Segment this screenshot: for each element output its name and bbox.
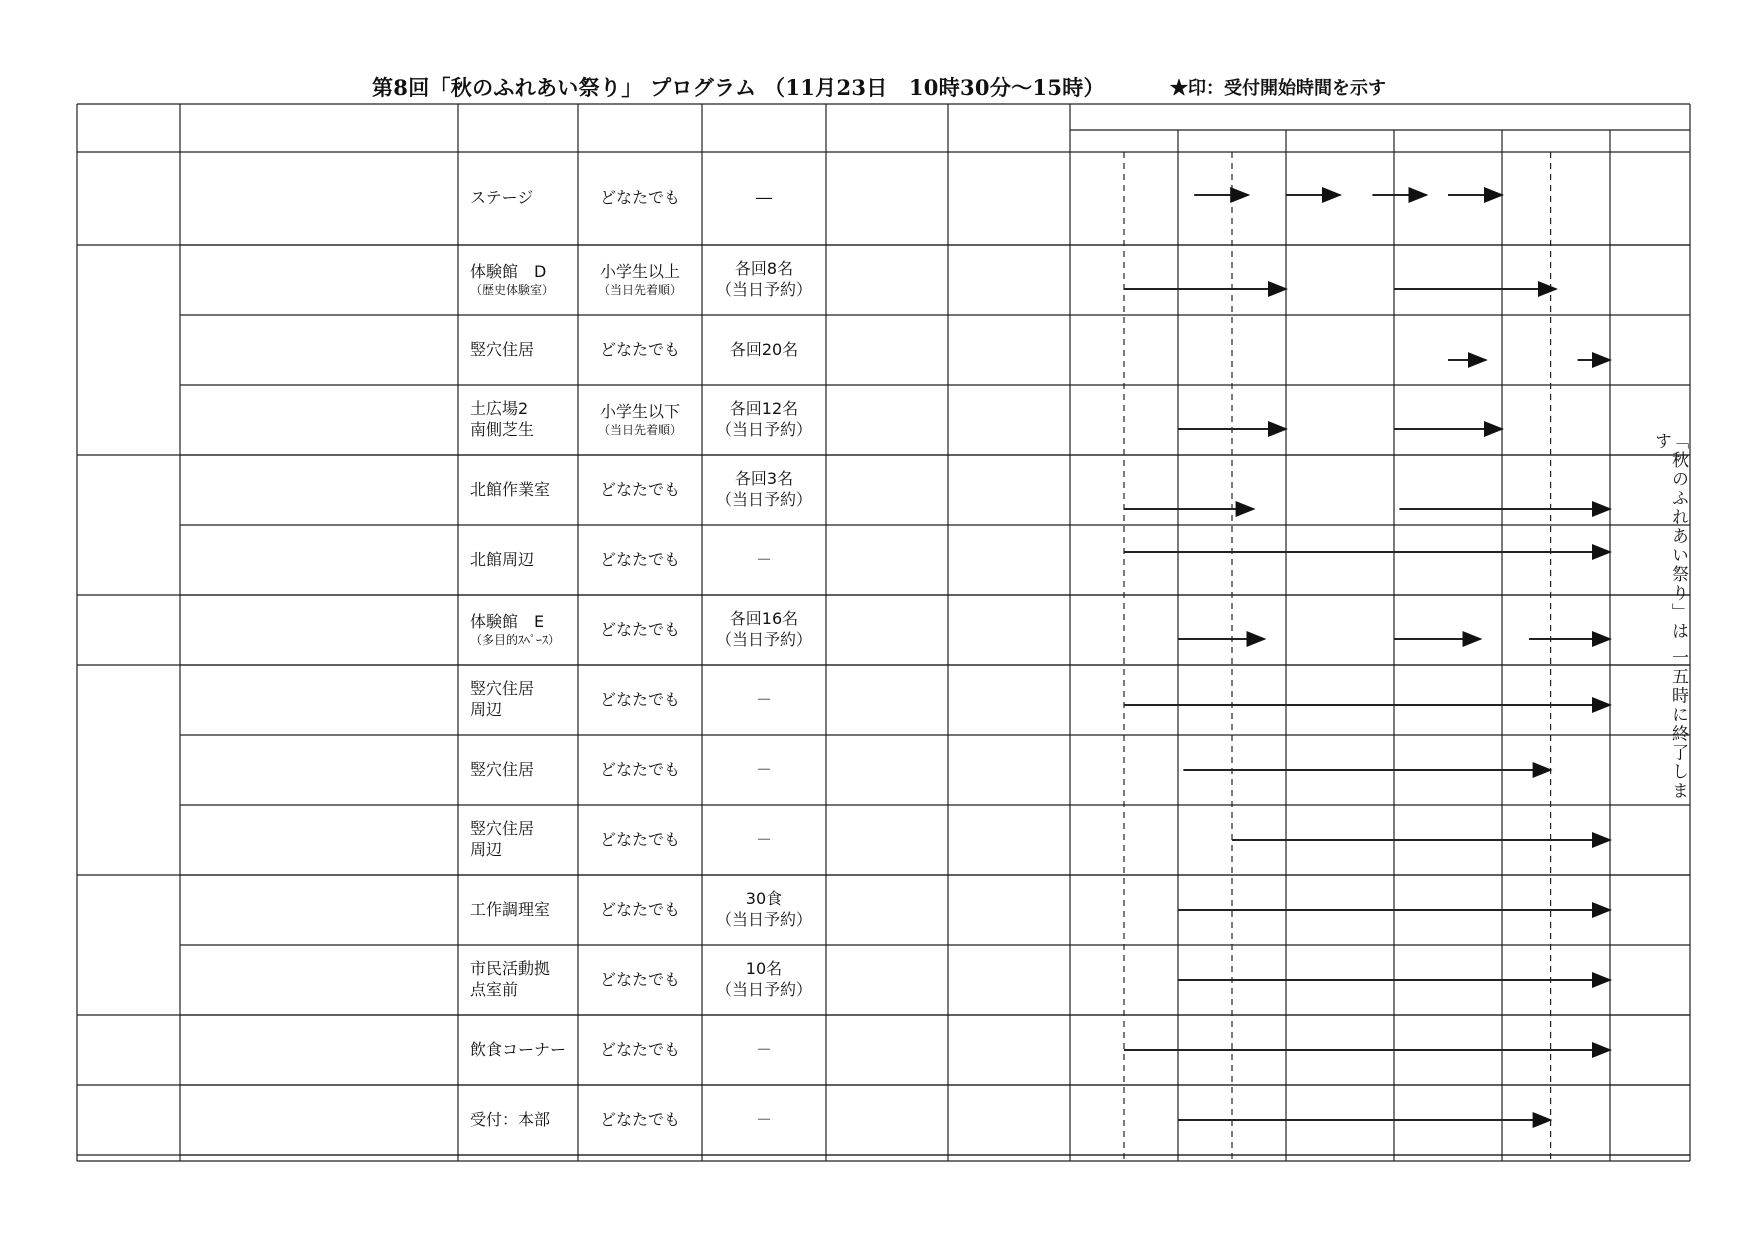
activity-cell: [180, 735, 458, 805]
target-cell: [578, 525, 702, 595]
header-duration: [826, 104, 948, 152]
capacity-text: [730, 340, 798, 361]
target-text: [600, 690, 680, 711]
duration-cell: [826, 665, 948, 735]
capacity-main: －: [755, 829, 772, 849]
group-name: [77, 665, 180, 875]
activity-cell: [180, 385, 458, 455]
fee-cell: [948, 595, 1070, 665]
target-cell: [578, 385, 702, 455]
place-text: [470, 1110, 550, 1131]
closing-time-side-note: 「秋のふれあい祭り」は 一五時に終了します: [1651, 432, 1688, 801]
target-text: [598, 402, 682, 438]
place-cell: [458, 665, 578, 735]
place-main: 工作調理室: [470, 899, 551, 919]
duration-cell: [826, 152, 948, 245]
target-text: [600, 970, 680, 991]
capacity-main: －: [755, 1109, 772, 1129]
place-main: 受付：本部: [470, 1109, 551, 1129]
capacity-text: [756, 1040, 772, 1061]
capacity-cell: [702, 152, 826, 245]
target-text: [600, 1040, 680, 1061]
capacity-text: [756, 830, 772, 851]
page-title: 第8回「秋のふれあい祭り」 プログラム （11月23日 10時30分～15時）: [372, 75, 1105, 100]
place-text: [470, 1040, 566, 1061]
star-legend-note: ★印：受付開始時間を示す: [1170, 78, 1386, 99]
capacity-text: [756, 760, 772, 781]
header-activity: [180, 104, 458, 152]
target-cell: [578, 945, 702, 1015]
fee-cell: [948, 1085, 1070, 1155]
header-target: [578, 104, 702, 152]
fee-cell: [948, 875, 1070, 945]
capacity-sub: （当日予約）: [715, 490, 812, 509]
target-cell: [578, 595, 702, 665]
target-text: [598, 262, 682, 298]
activity-cell: [180, 1085, 458, 1155]
target-main: どなたでも: [599, 339, 680, 359]
target-text: [600, 340, 680, 361]
capacity-cell: [702, 805, 826, 875]
duration-cell: [826, 875, 948, 945]
place-cell: [458, 875, 578, 945]
place-main: ステージ: [470, 188, 534, 208]
capacity-cell: [702, 1085, 826, 1155]
target-cell: [578, 1015, 702, 1085]
place-text: [470, 480, 550, 501]
activity-cell: [180, 945, 458, 1015]
duration-cell: [826, 385, 948, 455]
capacity-main: 各回8名: [734, 259, 794, 279]
duration-cell: [826, 945, 948, 1015]
target-main: どなたでも: [599, 1039, 680, 1059]
target-cell: [578, 455, 702, 525]
duration-cell: [826, 315, 948, 385]
place-text: [470, 760, 534, 781]
capacity-cell: [702, 455, 826, 525]
target-text: [600, 900, 680, 921]
header-place: [458, 104, 578, 152]
capacity-text: [756, 690, 772, 711]
place-text: [470, 679, 534, 721]
capacity-cell: [702, 1015, 826, 1085]
fee-cell: [948, 665, 1070, 735]
duration-cell: [826, 245, 948, 315]
place-cell: [458, 315, 578, 385]
duration-cell: [826, 1015, 948, 1085]
target-main: どなたでも: [599, 479, 680, 499]
place-text: [470, 550, 534, 571]
duration-cell: [826, 1085, 948, 1155]
place-main: 竪穴住居: [470, 339, 535, 359]
capacity-main: 各回16名: [729, 609, 799, 629]
place-main: 体験館 D: [470, 261, 547, 281]
capacity-cell: [702, 525, 826, 595]
capacity-main: －: [755, 1039, 772, 1059]
place-main: 北館周辺: [470, 549, 535, 569]
place-cell: [458, 455, 578, 525]
target-text: [600, 620, 680, 641]
target-cell: [578, 1085, 702, 1155]
fee-cell: [948, 455, 1070, 525]
place-cell: [458, 525, 578, 595]
target-text: [600, 1110, 680, 1131]
duration-cell: [826, 805, 948, 875]
target-cell: [578, 245, 702, 315]
header-capacity: [702, 104, 826, 152]
fee-cell: [948, 525, 1070, 595]
activity-cell: [180, 805, 458, 875]
target-cell: [578, 315, 702, 385]
fee-cell: [948, 1015, 1070, 1085]
place-text: [470, 262, 554, 298]
place-main: 市民活動拠 点室前: [470, 959, 551, 999]
target-main: どなたでも: [599, 829, 680, 849]
capacity-sub: （当日予約）: [715, 630, 812, 649]
fee-cell: [948, 315, 1070, 385]
capacity-cell: [702, 315, 826, 385]
place-main: 飲食コーナー: [470, 1039, 567, 1059]
target-main: どなたでも: [599, 969, 680, 989]
capacity-sub: （当日予約）: [715, 280, 812, 299]
place-cell: [458, 245, 578, 315]
capacity-main: 各回3名: [734, 469, 794, 489]
target-main: どなたでも: [599, 689, 680, 709]
capacity-text: [716, 889, 812, 931]
group-name: [77, 245, 180, 455]
place-text: [470, 819, 534, 861]
hour-label: [1610, 130, 1690, 152]
target-text: [600, 550, 680, 571]
place-cell: [458, 735, 578, 805]
place-cell: [458, 152, 578, 245]
capacity-cell: [702, 245, 826, 315]
target-cell: [578, 805, 702, 875]
header-schedule: [1070, 104, 1690, 130]
place-cell: [458, 385, 578, 455]
place-text: [470, 399, 534, 441]
header-group: [77, 104, 180, 152]
capacity-text: [756, 550, 772, 571]
capacity-cell: [702, 665, 826, 735]
capacity-main: －: [755, 759, 772, 779]
capacity-sub: （当日予約）: [715, 420, 812, 439]
target-main: 小学生以上: [599, 261, 680, 281]
capacity-cell: [702, 735, 826, 805]
activity-cell: [180, 875, 458, 945]
place-text: [470, 900, 550, 921]
target-main: どなたでも: [599, 188, 680, 208]
activity-cell: [180, 665, 458, 735]
fee-cell: [948, 945, 1070, 1015]
capacity-cell: [702, 385, 826, 455]
group-name: [77, 152, 180, 245]
capacity-text: [716, 469, 812, 511]
capacity-cell: [702, 595, 826, 665]
capacity-text: [756, 188, 772, 209]
place-sub: （多目的ｽﾍﾟｰｽ）: [470, 632, 561, 647]
activity-cell: [180, 152, 458, 245]
group-name: [77, 1015, 180, 1085]
capacity-cell: [702, 875, 826, 945]
target-main: どなたでも: [599, 1109, 680, 1129]
target-text: [600, 480, 680, 501]
capacity-main: ―: [756, 188, 772, 208]
hour-label: [1286, 130, 1394, 152]
target-main: どなたでも: [599, 549, 680, 569]
capacity-main: 各回12名: [729, 399, 799, 419]
capacity-sub: （当日予約）: [715, 980, 812, 999]
target-text: [600, 760, 680, 781]
activity-cell: [180, 315, 458, 385]
target-main: 小学生以下: [599, 401, 680, 421]
fee-cell: [948, 152, 1070, 245]
capacity-main: 各回20名: [729, 339, 799, 359]
target-cell: [578, 735, 702, 805]
place-text: [470, 959, 550, 1001]
place-cell: [458, 595, 578, 665]
group-name: [77, 455, 180, 595]
capacity-main: －: [755, 549, 772, 569]
fee-cell: [948, 245, 1070, 315]
place-main: 体験館 E: [470, 611, 545, 631]
fee-cell: [948, 385, 1070, 455]
activity-cell: [180, 525, 458, 595]
hour-label: [1178, 130, 1286, 152]
capacity-sub: （当日予約）: [715, 910, 812, 929]
group-name: [77, 875, 180, 1015]
target-sub: （当日先着順）: [597, 422, 682, 437]
capacity-main: 30食: [745, 889, 783, 909]
hour-label: [1394, 130, 1502, 152]
target-main: どなたでも: [599, 759, 680, 779]
place-cell: [458, 945, 578, 1015]
target-cell: [578, 152, 702, 245]
capacity-main: －: [755, 689, 772, 709]
fee-cell: [948, 735, 1070, 805]
activity-cell: [180, 595, 458, 665]
hour-label: [1070, 130, 1178, 152]
place-cell: [458, 1085, 578, 1155]
hour-label: [1502, 130, 1610, 152]
activity-cell: [180, 1015, 458, 1085]
place-text: [470, 188, 533, 209]
group-name: [77, 1085, 180, 1155]
duration-cell: [826, 525, 948, 595]
duration-cell: [826, 595, 948, 665]
capacity-text: [716, 609, 812, 651]
place-cell: [458, 805, 578, 875]
capacity-text: [716, 399, 812, 441]
place-main: 竪穴住居 周辺: [470, 679, 535, 719]
capacity-main: 10名: [745, 959, 783, 979]
fee-cell: [948, 805, 1070, 875]
target-main: どなたでも: [599, 619, 680, 639]
capacity-cell: [702, 945, 826, 1015]
duration-cell: [826, 735, 948, 805]
place-text: [470, 612, 560, 648]
place-main: 竪穴住居: [470, 759, 535, 779]
capacity-text: [716, 959, 812, 1001]
target-cell: [578, 875, 702, 945]
target-text: [600, 830, 680, 851]
place-main: 北館作業室: [470, 479, 551, 499]
header-fee: [948, 104, 1070, 152]
capacity-text: [756, 1110, 772, 1131]
target-sub: （当日先着順）: [597, 282, 682, 297]
group-name: [77, 595, 180, 665]
activity-cell: [180, 245, 458, 315]
duration-cell: [826, 455, 948, 525]
place-text: [470, 340, 534, 361]
place-cell: [458, 1015, 578, 1085]
target-main: どなたでも: [599, 899, 680, 919]
capacity-text: [716, 259, 812, 301]
target-text: [600, 188, 680, 209]
place-main: 竪穴住居 周辺: [470, 819, 535, 859]
activity-cell: [180, 455, 458, 525]
place-sub: （歴史体験室）: [470, 282, 555, 297]
target-cell: [578, 665, 702, 735]
place-main: 土広場2 南側芝生: [470, 399, 535, 439]
